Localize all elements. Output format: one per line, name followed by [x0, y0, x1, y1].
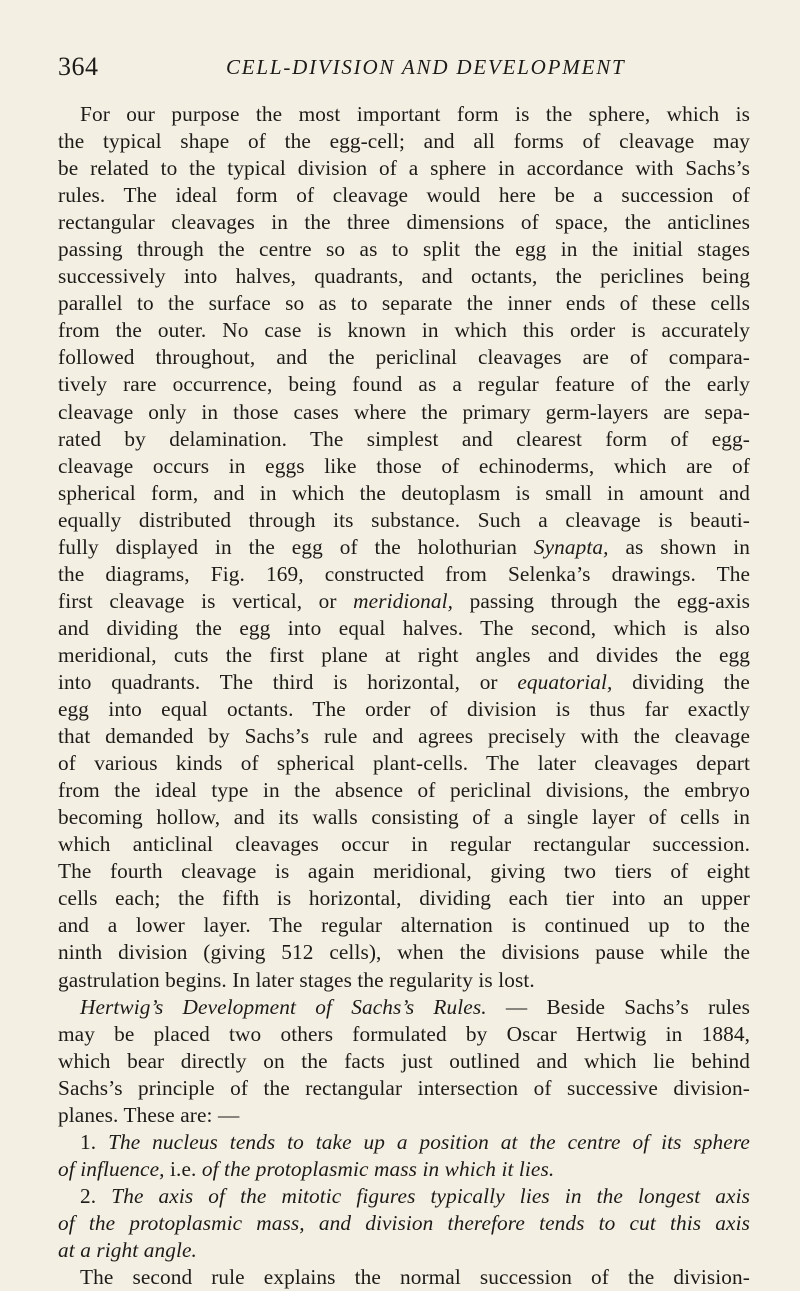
text-line: planes. These are: — [58, 1102, 240, 1127]
term-synapta: Synapta, [533, 534, 609, 559]
text-line: the typical shape of the egg-cell; and all forms of cleavage may [58, 129, 750, 154]
section-heading: Hertwig’s Development of Sachs’s Rules. [80, 994, 487, 1019]
text-segment: first cleavage is vertical, or [58, 588, 337, 613]
text-line: rated by delamination. The simplest and clearest form of egg- [58, 426, 750, 451]
text-line: The second rule explains the normal succession of the division- [80, 1265, 750, 1290]
text-segment: dividing the [612, 669, 750, 694]
rule-text: The axis of the mitotic figures typically lies in the longest axis [111, 1183, 750, 1208]
text-line: becoming hollow, and its walls consisting of a single layer of cells in [58, 805, 750, 830]
text-segment: passing through the egg-axis [453, 588, 750, 613]
text-line: from the outer. No case is known in which this order is accurately [58, 318, 750, 343]
text-segment: fully displayed in the egg of the holothurian [58, 534, 517, 559]
text-segment: into quadrants. The third is horizontal, or [58, 669, 498, 694]
text-line: rectangular cleavages in the three dimensions of space, the anticlines [58, 210, 750, 235]
rule-text: The nucleus tends to take up a position at the centre of its sphere [108, 1129, 750, 1154]
text-line: and dividing the egg into equal halves. The second, which is also [58, 615, 750, 640]
text-line: passing through the centre so as to split the egg in the initial stages [58, 237, 750, 262]
text-line: the diagrams, Fig. 169, constructed from Selenka’s drawings. The [58, 561, 750, 586]
text-line: successively into halves, quadrants, and octants, the periclines being [58, 264, 750, 289]
rule-1-line-1 [58, 1129, 750, 1156]
text-line: cleavage only in those cases where the primary germ-layers are sepa- [58, 399, 750, 424]
text-line [58, 534, 750, 561]
running-head: CELL-DIVISION AND DEVELOPMENT [226, 55, 626, 79]
rule-2-line-1 [58, 1183, 750, 1210]
rule-number: 1. [80, 1129, 97, 1154]
term-equatorial: equatorial, [517, 669, 613, 694]
rule-2-line-2: of the protoplasmic mass, and division therefore tends to cut this axis [58, 1210, 750, 1235]
text-line: cleavage occurs in eggs like those of echinoderms, which are of [58, 453, 750, 478]
text-line [58, 669, 750, 696]
text-segment: as shown in [608, 534, 751, 559]
text-line: The fourth cleavage is again meridional, giving two tiers of eight [58, 859, 750, 884]
body-text [58, 101, 750, 1291]
text-line: tively rare occurrence, being found as a regular feature of the early [58, 372, 750, 397]
text-line: which anticlinal cleavages occur in regular rectangular succession. [58, 832, 750, 857]
text-line: rules. The ideal form of cleavage would here be a succession of [58, 183, 750, 208]
text-line: ninth division (giving 512 cells), when the divisions pause while the [58, 940, 750, 965]
text-line: which bear directly on the facts just outlined and which lie behind [58, 1048, 750, 1073]
page-header [58, 52, 748, 92]
text-line: be related to the typical division of a sphere in accordance with Sachs’s [58, 156, 750, 181]
text-line [58, 588, 750, 615]
rule-1-line-2 [58, 1156, 750, 1183]
text-line: and a lower layer. The regular alternation is continued up to the [58, 913, 750, 938]
text-line: gastrulation begins. In later stages the regularity is lost. [58, 967, 535, 992]
text-line: spherical form, and in which the deutoplasm is small in amount and [58, 480, 750, 505]
text-line: cells each; the fifth is horizontal, dividing each tier into an upper [58, 886, 750, 911]
term-meridional: meridional, [353, 588, 454, 613]
rule-text: i.e. [164, 1156, 202, 1181]
rule-number: 2. [80, 1183, 97, 1208]
text-segment: — Beside Sachs’s rules [505, 994, 750, 1019]
text-line: from the ideal type in the absence of periclinal divisions, the embryo [58, 778, 750, 803]
rule-2-line-3: at a right angle. [58, 1237, 197, 1262]
text-line: meridional, cuts the first plane at right angles and divides the egg [58, 642, 750, 667]
page-number: 364 [58, 52, 99, 81]
text-line: of various kinds of spherical plant-cells. The later cleavages depart [58, 751, 750, 776]
rule-text: of the protoplasmic mass in which it lies. [201, 1156, 555, 1181]
text-line: egg into equal octants. The order of division is thus far exactly [58, 697, 750, 722]
text-line: equally distributed through its substance. Such a cleavage is beauti- [58, 507, 750, 532]
text-line: that demanded by Sachs’s rule and agrees precisely with the cleavage [58, 724, 750, 749]
section-heading-line [58, 994, 750, 1021]
text-line: parallel to the surface so as to separate the inner ends of these cells [58, 291, 750, 316]
text-line: For our purpose the most important form is the sphere, which is [80, 102, 750, 126]
rule-text: of influence, [58, 1156, 165, 1181]
text-line: followed throughout, and the periclinal cleavages are of compara- [58, 345, 750, 370]
text-line: Sachs’s principle of the rectangular intersection of successive division- [58, 1075, 750, 1100]
text-line: may be placed two others formulated by Oscar Hertwig in 1884, [58, 1021, 750, 1046]
